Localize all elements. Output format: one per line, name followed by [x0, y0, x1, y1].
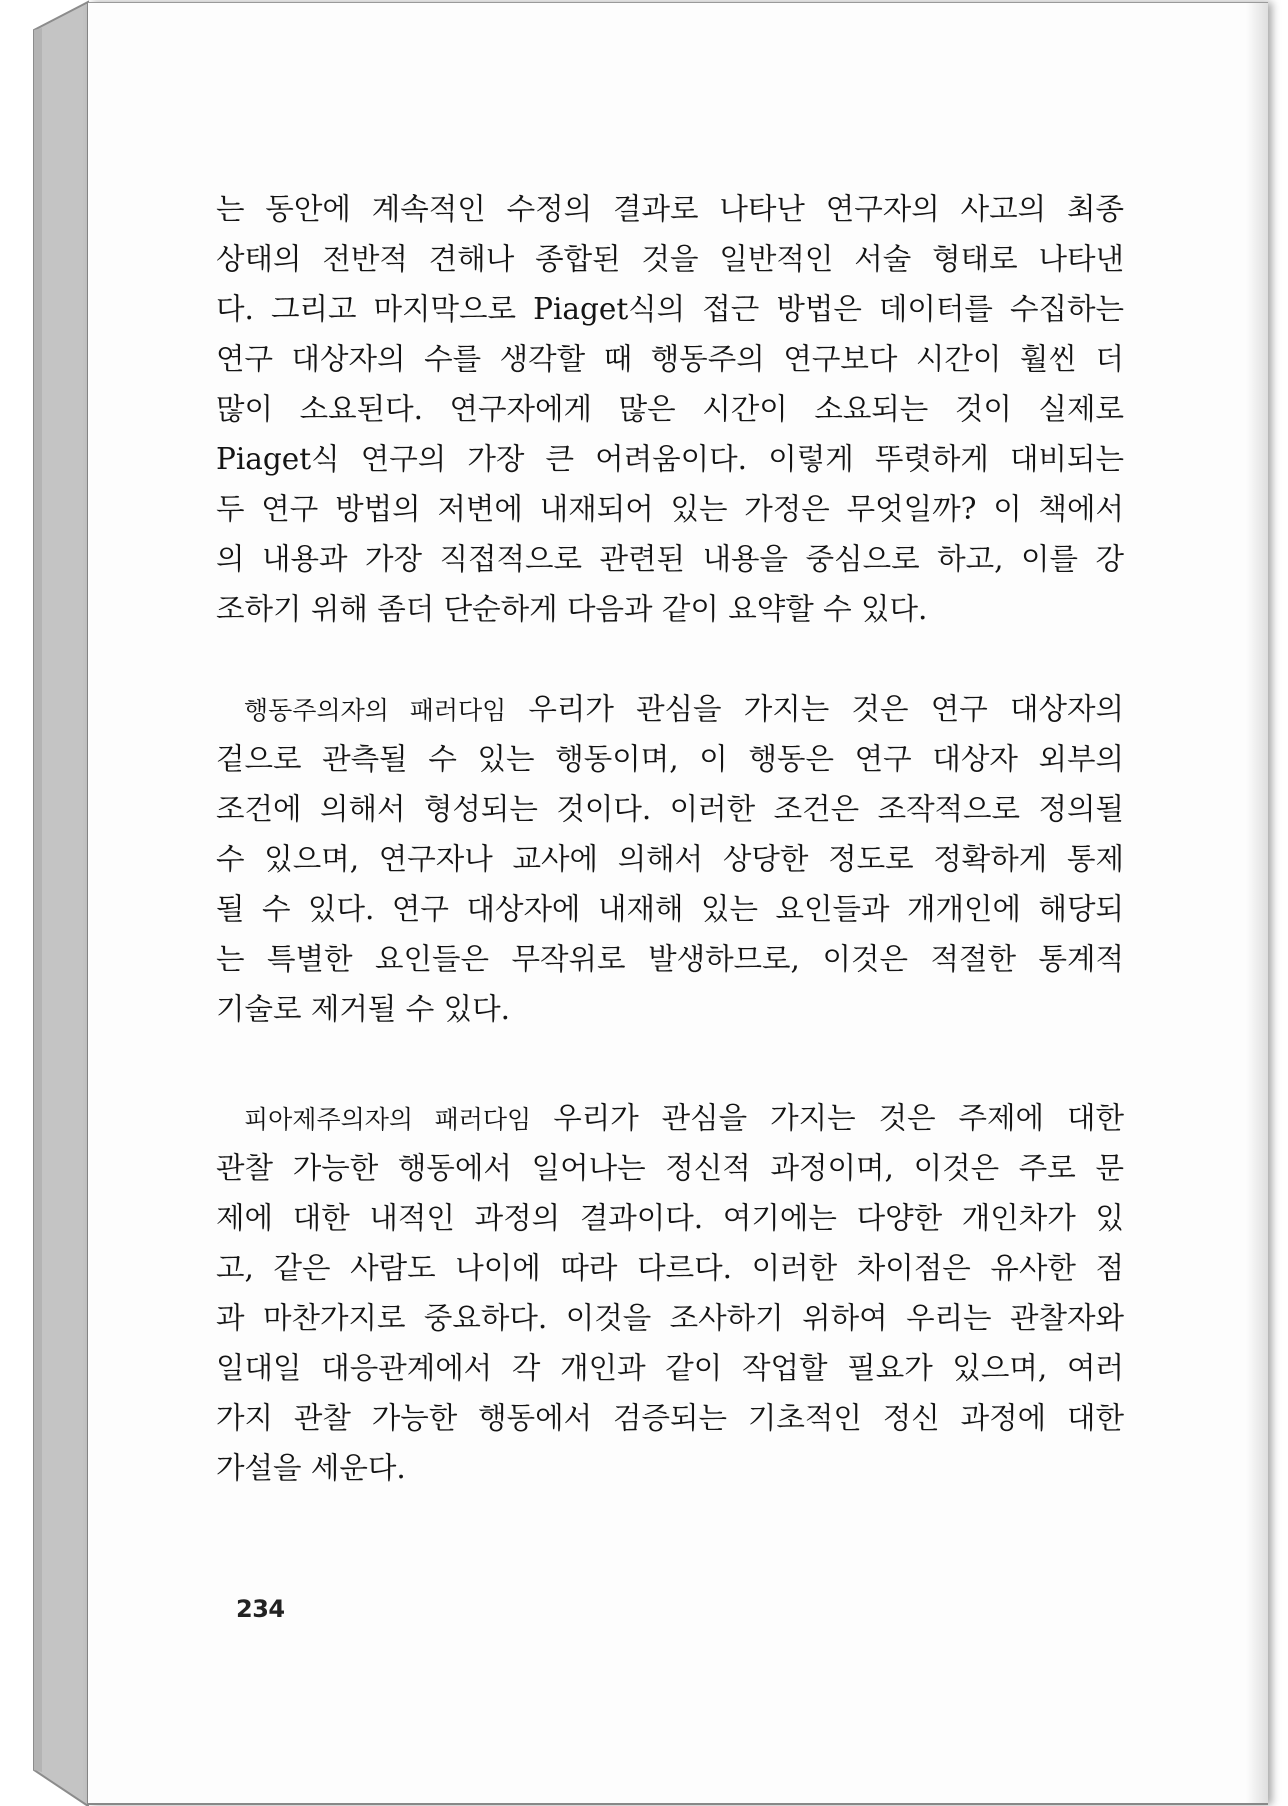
text-line: 가지 관찰 가능한 행동에서 검증되는 기초적인 정신 과정에 대한 [216, 1401, 1124, 1435]
page-edge-shadow [1246, 3, 1268, 1803]
text-line: 기술로 제거될 수 있다. [216, 992, 510, 1026]
text-line: 우리가 관심을 가지는 것은 주제에 대한 [553, 1101, 1124, 1135]
paragraph-heading-behaviorist: 행동주의자의 패러다임 [244, 696, 507, 725]
text-line: 는 특별한 요인들은 무작위로 발생하므로, 이것은 적절한 통계적 [216, 942, 1124, 976]
paragraph-piagetian [216, 1093, 1124, 1493]
text-line: 일대일 대응관계에서 각 개인과 같이 작업할 필요가 있으며, 여러 [216, 1351, 1124, 1385]
text-line: 연구 대상자의 수를 생각할 때 행동주의 연구보다 시간이 훨씬 더 [216, 342, 1124, 376]
page [88, 2, 1268, 1805]
text-line: 다. 그리고 마지막으로 Piaget식의 접근 방법은 데이터를 수집하는 [216, 292, 1124, 326]
text-line: 겉으로 관측될 수 있는 행동이며, 이 행동은 연구 대상자 외부의 [216, 742, 1124, 776]
page-number: 234 [236, 1595, 285, 1623]
text-line: 우리가 관심을 가지는 것은 연구 대상자의 [528, 692, 1124, 726]
paragraph-first-line [216, 684, 1124, 734]
text-line: 될 수 있다. 연구 대상자에 내재해 있는 요인들과 개개인에 해당되 [216, 892, 1124, 926]
book-spine [0, 0, 100, 1806]
text-line: 관찰 가능한 행동에서 일어나는 정신적 과정이며, 이것은 주로 문 [216, 1151, 1124, 1185]
text-line: 는 동안에 계속적인 수정의 결과로 나타난 연구자의 사고의 최종 [216, 192, 1124, 226]
text-line: 많이 소요된다. 연구자에게 많은 시간이 소요되는 것이 실제로 [216, 392, 1124, 426]
paragraph-first-line [216, 1093, 1124, 1143]
text-line: 고, 같은 사람도 나이에 따라 다르다. 이러한 차이점은 유사한 점 [216, 1251, 1124, 1285]
text-line: Piaget식 연구의 가장 큰 어려움이다. 이렇게 뚜렷하게 대비되는 [216, 442, 1124, 476]
paragraph-heading-piagetian: 피아제주의자의 패러다임 [244, 1105, 532, 1134]
text-line: 과 마찬가지로 중요하다. 이것을 조사하기 위하여 우리는 관찰자와 [216, 1301, 1124, 1335]
text-line: 제에 대한 내적인 과정의 결과이다. 여기에는 다양한 개인차가 있 [216, 1201, 1124, 1235]
paragraph-intro [216, 184, 1124, 634]
text-line: 수 있으며, 연구자나 교사에 의해서 상당한 정도로 정확하게 통제 [216, 842, 1124, 876]
text-line: 가설을 세운다. [216, 1451, 406, 1485]
text-line: 의 내용과 가장 직접적으로 관련된 내용을 중심으로 하고, 이를 강 [216, 542, 1124, 576]
text-line: 두 연구 방법의 저변에 내재되어 있는 가정은 무엇일까? 이 책에서 [216, 492, 1124, 526]
text-line: 조건에 의해서 형성되는 것이다. 이러한 조건은 조작적으로 정의될 [216, 792, 1124, 826]
text-line: 조하기 위해 좀더 단순하게 다음과 같이 요약할 수 있다. [216, 592, 928, 626]
paragraph-behaviorist [216, 684, 1124, 1034]
text-line: 상태의 전반적 견해나 종합된 것을 일반적인 서술 형태로 나타낸 [216, 242, 1124, 276]
